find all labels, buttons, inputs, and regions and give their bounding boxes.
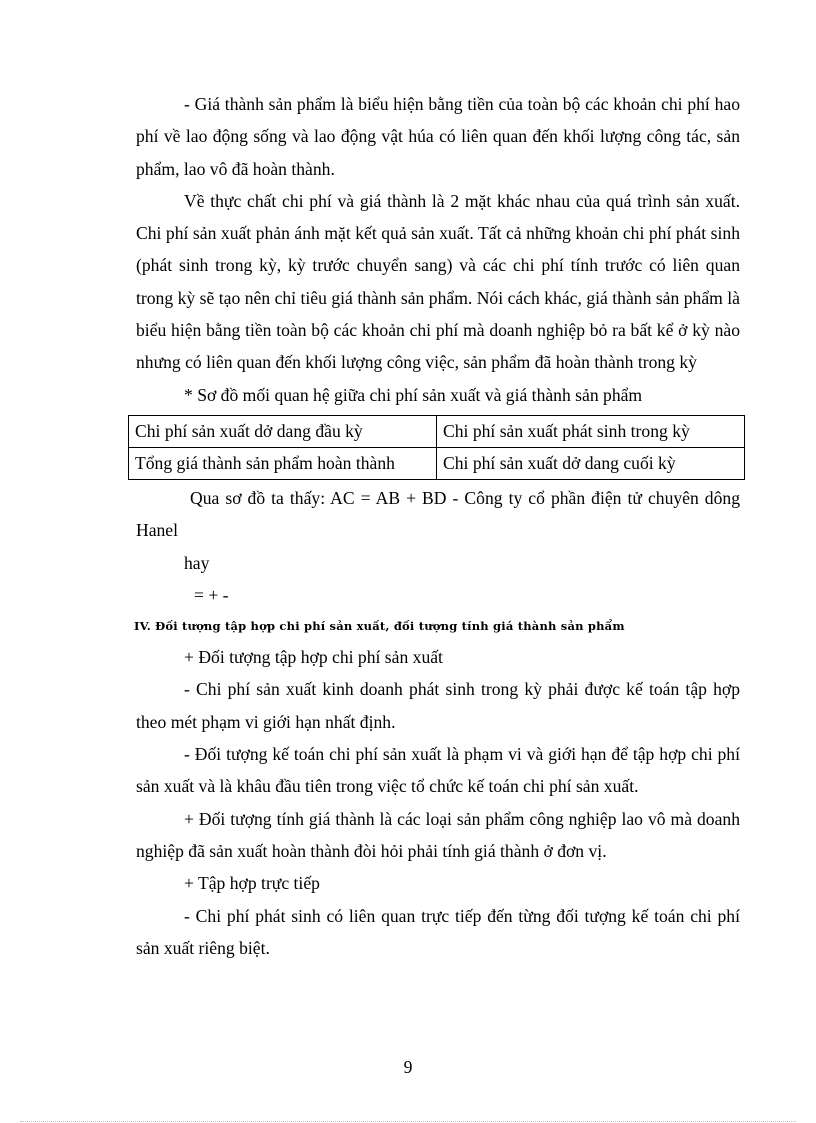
paragraph-diagram-conclusion: Qua sơ đồ ta thấy: AC = AB + BD - Công ty cổ phần điện tử chuyên dông Hanel <box>136 487 740 541</box>
page-bottom-divider <box>20 1121 796 1122</box>
paragraph-direct-cost: - Chi phí phát sinh có liên quan trực tiếp đến từng đối tượng kế toán chi phí sản xuất riêng biệt. <box>136 905 740 958</box>
paragraph-cost-scope: - Chi phí sản xuất kinh doanh phát sinh trong kỳ phải được kế toán tập hợp theo mét phạm vi giới hạn nhất định. <box>136 679 740 732</box>
paragraph-direct-collection: + Tập hợp trực tiếp <box>184 873 320 894</box>
page-number: 9 <box>403 1057 413 1077</box>
paragraph-cost-object: + Đối tượng tập hợp chi phí sản xuất <box>184 647 443 668</box>
table-cell: Chi phí sản xuất phát sinh trong kỳ <box>437 415 745 447</box>
section-heading: IV. Đối tượng tập hợp chi phí sản xuất, đối tượng tính giá thành sản phẩm <box>134 619 625 634</box>
table-cell: Chi phí sản xuất dở dang cuối kỳ <box>437 447 745 479</box>
table-cell: Tổng giá thành sản phẩm hoàn thành <box>129 447 437 479</box>
table-row <box>129 447 745 479</box>
page-content <box>136 88 740 964</box>
table-cell: Chi phí sản xuất dở dang đầu kỳ <box>129 415 437 447</box>
paragraph-cost-vs-price: Về thực chất chi phí và giá thành là 2 mặt khác nhau của quá trình sản xuất. Chi phí sản xuất phản ánh mặt kết quả sản xuất. Tất cả những khoản chi phí phát sinh (phát sinh trong kỳ, kỳ trước chuyển sang) và các chi phí tính trước có liên quan trong kỳ sẽ tạo nên chỉ tiêu giá thành sản phẩm. Nói cách khác, giá thành sản phẩm là biểu hiện bằng tiền toàn bộ các khoản chi phí mà doanh nghiệp bỏ ra bất kể ở kỳ nào nhưng có liên quan đến khối lượng công việc, sản phẩm đã hoàn thành trong kỳ <box>136 190 740 373</box>
paragraph-price-object: + Đối tượng tính giá thành là các loại sản phẩm công nghiệp lao vô mà doanh nghiệp đã sản xuất hoàn thành đòi hỏi phải tính giá thành ở đơn vị. <box>136 808 740 861</box>
paragraph-cost-accounting-object: - Đối tượng kế toán chi phí sản xuất là phạm vi và giới hạn để tập hợp chi phí sản xuất và là khâu đầu tiên trong việc tổ chức kế toán chi phí sản xuất. <box>136 744 740 797</box>
table-row <box>129 415 745 447</box>
paragraph-hay: hay <box>184 552 210 573</box>
paragraph-cost-definition: - Giá thành sản phẩm là biểu hiện bằng tiền của toàn bộ các khoản chi phí hao phí về lao động sống và lao động vật húa có liên quan đến khối lượng công tác, sản phẩm, lao vô đã hoàn thành. <box>136 94 740 179</box>
formula-line: = + - <box>194 584 229 605</box>
diagram-title: * Sơ đồ mối quan hệ giữa chi phí sản xuất và giá thành sản phẩm <box>184 384 643 405</box>
cost-relation-table <box>128 415 745 480</box>
